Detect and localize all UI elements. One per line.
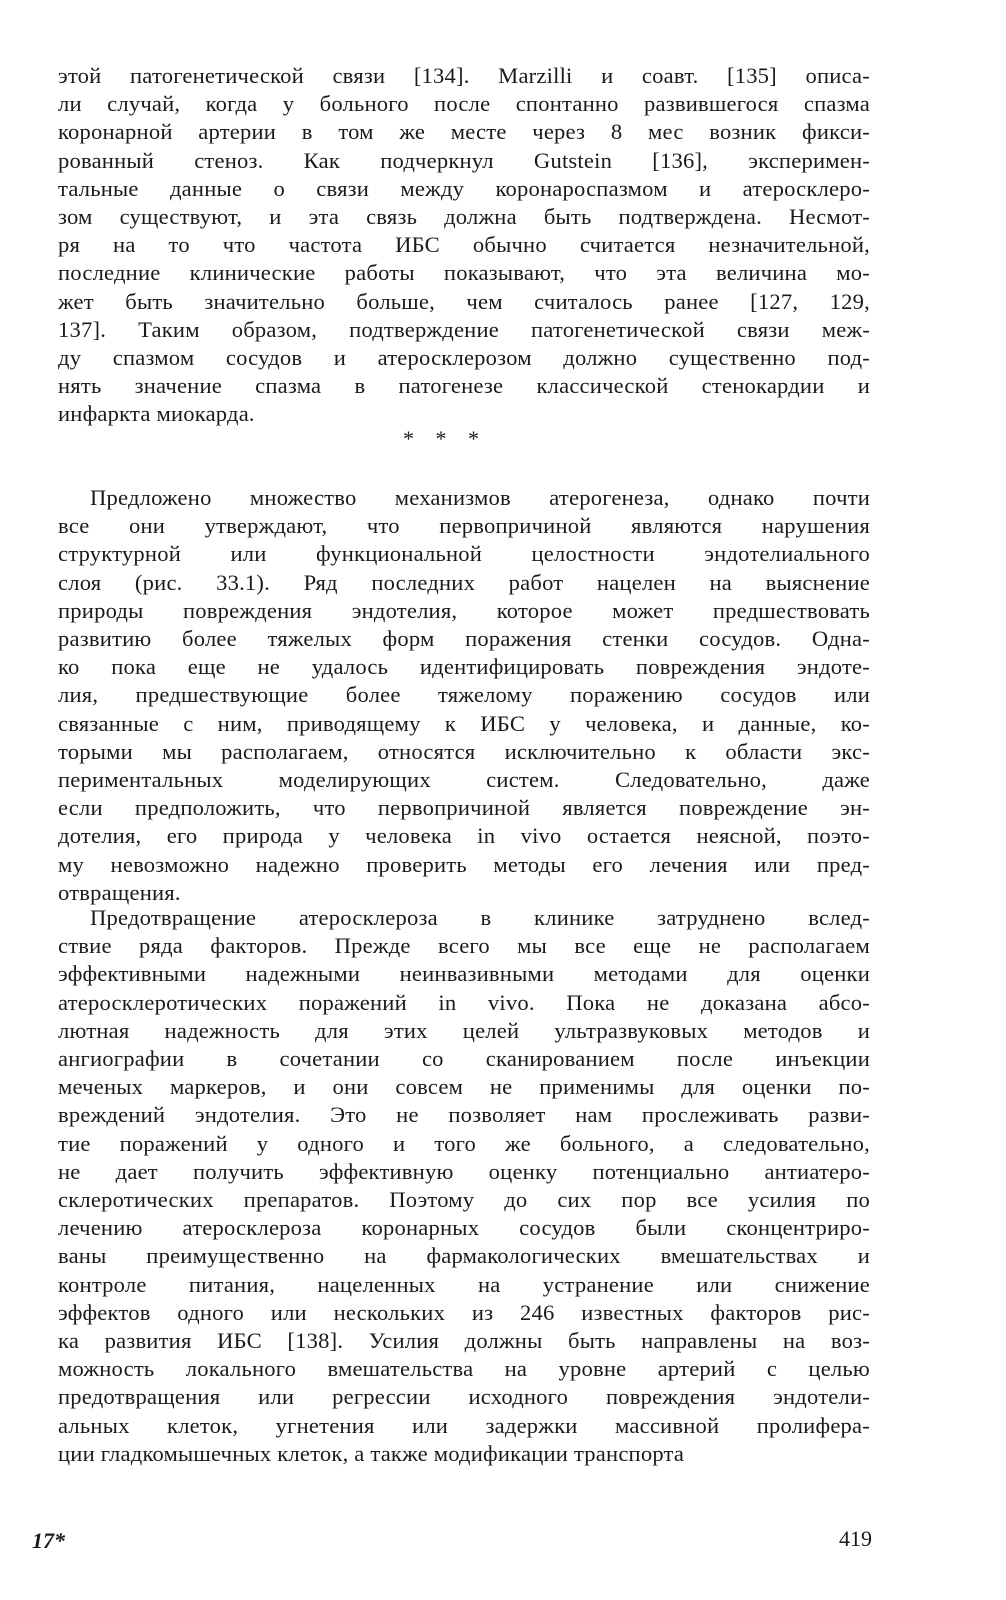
text-line: развитию более тяжелых форм поражения стенки сосудов. Одна- xyxy=(58,626,870,651)
text-line: ваны преимущественно на фармакологических вмешательствах и xyxy=(58,1243,870,1269)
text-line: не дает получить эффективную оценку потенциально антиатеро- xyxy=(58,1158,870,1184)
text-line: лечению атеросклероза коронарных сосудов были сконцентриро- xyxy=(58,1215,870,1241)
text-line: ря на то что частота ИБС обычно считается незначительной, xyxy=(58,232,870,258)
text-line: отвращения. xyxy=(58,879,181,905)
text-line: периментальных моделирующих систем. Следовательно, даже xyxy=(58,767,870,792)
text-line: жет быть значительно больше, чем считалось ранее [127, 129, xyxy=(58,288,870,314)
text-line: лютная надежность для этих целей ультразвуковых методов и xyxy=(58,1017,870,1043)
text-line: 137]. Таким образом, подтверждение патогенетической связи меж- xyxy=(58,316,870,342)
text-line: зом существуют, и эта связь должна быть подтверждена. Несмот- xyxy=(58,204,870,229)
text-line: связанные с ним, приводящему к ИБС у человека, и данные, ко- xyxy=(58,710,870,736)
text-line: ду спазмом сосудов и атеросклерозом должно существенно под- xyxy=(58,345,870,370)
text-line: му невозможно надежно проверить методы его лечения или пред- xyxy=(58,851,870,877)
text-line: атеросклеротических поражений in vivo. Пока не доказана абсо- xyxy=(58,989,870,1015)
text-line: ли случай, когда у больного после спонтанно развившегося спазма xyxy=(58,91,870,117)
text-line: если предположить, что первопричиной является повреждение эн- xyxy=(58,795,870,821)
text-line: слоя (рис. 33.1). Ряд последних работ нацелен на выяснение xyxy=(58,569,870,595)
text-line: тие поражений у одного и того же больного, а следовательно, xyxy=(58,1130,870,1156)
text-line: структурной или функциональной целостности эндотелиального xyxy=(58,541,870,567)
text-line: тальные данные о связи между коронароспазмом и атеросклеро- xyxy=(58,175,870,201)
text-line: предотвращения или регрессии исходного повреждения эндотели- xyxy=(58,1384,870,1410)
text-line: ка развития ИБС [138]. Усилия должны быть направлены на воз- xyxy=(58,1328,870,1353)
text-line: эффектов одного или нескольких из 246 известных факторов рис- xyxy=(58,1299,870,1325)
text-line: этой патогенетической связи [134]. Marzilli и соавт. [135] описа- xyxy=(58,63,870,88)
text-line: инфаркта миокарда. xyxy=(58,401,255,427)
signature-mark: 17* xyxy=(32,1528,65,1553)
text-line: дотелия, его природа у человека in vivo остается неясной, поэто- xyxy=(58,823,870,849)
text-line: последние клинические работы показывают, что эта величина мо- xyxy=(58,260,870,286)
text-line: контроле питания, нацеленных на устранение или снижение xyxy=(58,1271,870,1297)
text-line: альных клеток, угнетения или задержки массивной пролифера- xyxy=(58,1412,870,1438)
text-line: все они утверждают, что первопричиной являются нарушения xyxy=(58,513,870,539)
text-line: торыми мы располагаем, относятся исключительно к области экс- xyxy=(58,738,870,764)
text-line: Предотвращение атеросклероза в клинике затруднено вслед- xyxy=(90,905,870,930)
text-line: природы повреждения эндотелия, которое может предшествовать xyxy=(58,597,870,623)
text-line: коронарной артерии в том же месте через 8 мес возник фикси- xyxy=(58,119,870,145)
text-line: ствие ряда факторов. Прежде всего мы все еще не располагаем xyxy=(58,933,870,959)
text-line: склеротических препаратов. Поэтому до сих пор все усилия по xyxy=(58,1187,870,1212)
text-line: рованный стеноз. Как подчеркнул Gutstein [136], эксперимен- xyxy=(58,147,870,173)
page-number: 419 xyxy=(839,1526,872,1551)
text-line: вреждений эндотелия. Это не позволяет нам прослеживать разви- xyxy=(58,1102,870,1128)
text-line: ангиографии в сочетании со сканированием после инъекции xyxy=(58,1046,870,1071)
text-line: меченых маркеров, и они совсем не применимы для оценки по- xyxy=(58,1074,870,1100)
text-line: Предложено множество механизмов атерогенеза, однако почти xyxy=(90,485,870,510)
text-line: можность локального вмешательства на уровне артерий с целью xyxy=(58,1356,870,1382)
text-line: нять значение спазма в патогенезе классической стенокардии и xyxy=(58,373,870,399)
text-line: эффективными надежными неинвазивными методами для оценки xyxy=(58,961,870,987)
section-separator: * * * xyxy=(403,426,487,451)
text-line: лия, предшествующие более тяжелому поражению сосудов или xyxy=(58,682,870,708)
text-line: ко пока еще не удалось идентифицировать повреждения эндоте- xyxy=(58,654,870,680)
text-line: ции гладкомышечных клеток, а также модификации транспорта xyxy=(58,1440,685,1466)
